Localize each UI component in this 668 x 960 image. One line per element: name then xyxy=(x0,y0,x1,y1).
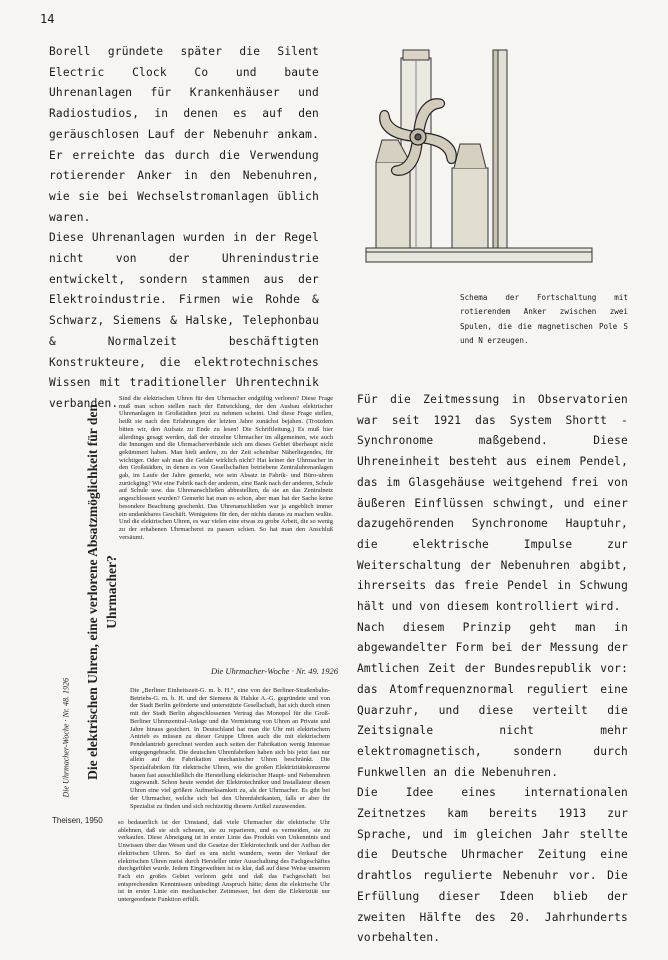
page-number: 14 xyxy=(40,12,55,26)
paragraph: Für die Zeitmessung in Observatorien war seit 1921 das System Shortt - Synchronome maßgebend. Diese Uhreneinheit besteht aus einem Pendel, das im Glasgehäuse weitgehend frei von äußeren Einflüssen schwingt, und einer dazugehörenden Synchronome Hauptuhr, die elektrische Impulse zur Weiterschaltung der Nebenuhren abgibt, ihrerseits das freie Pendel in Schwung hält und von diesem kontrolliert wird. xyxy=(357,393,628,614)
clipping-vertical-source: Die Uhrmacher-Woche · Nr. 48. 1926 xyxy=(61,677,71,798)
clipping-source: Die Uhrmacher-Woche · Nr. 49. 1926 xyxy=(210,666,338,676)
paragraph: Diese Uhrenanlagen wurden in der Regel nicht von der Uhrenindustrie entwickelt, sondern stammen aus der Elektroindustrie. Firmen wie Rohde & Schwarz, Siemens & Halske, Telephonbau & Normalzeit beschäftigten Konstrukteure, die elektrotechnisches Wissen mit traditioneller Uhrentechnik verbanden. xyxy=(49,231,319,410)
figure-caption: Schema der Fortschaltung mit rotierendem Anker zwischen zwei Spulen, die die magnetischen Pole S und N erzeugen. xyxy=(460,293,628,345)
clipping-text-block: Sind die elektrischen Uhren für den Uhrmacher endgültig verloren? Diese Frage muß man schon stellen nach der Entwicklung, der den Ausbau elektrischer Uhrenanlagen in Großstädten jetzt zu nehmen scheint. Und diese Frage stellen, heißt sie nach den Erfahrungen der letzten Jahre zunächst bejahen. (Trotzdem bitten wir, den Aufsatz zu Ende zu lesen! Die Schriftleitung.) Es muß hier allerdings gesagt werden, daß der einzelne Uhrmacher im allgemeinen, wie auch die Innungen und die Uhrmacherverbände sich um dieses Gebiet überhaupt nicht gekümmert haben. Man hielt andere, zu der Zeit scheinbar Näherliegendes, für wichtiger. Oder sah man die Gefahr wirklich nicht? Hat keiner der Uhrmacher in den Großstädten, in denen es von Gesellschaften betriebene Zentraluhrenanlagen gab, im Laufe der Jahre gemerkt, wie sein Absatz in Fabrik- und Büro-uhren zurückging? Wie eine Fabrik nach der anderen, eine Bank nach der anderen, Schule auf Schule usw. das Uhrenanschließen abbestellten, da sie an das Zentralnetz angeschlossen wurden? Gemerkt hat man es schon, aber man hat der Sache keine besondere Beachtung geschenkt. Das Uhrenanschließen war ja angeblich immer ein undankbares Geschäft. Wenigstens für den, der nichts daraus zu machen wußte. Und die elektrischen Uhren, es war vielen eine etwas zu grobe Arbeit, die so wenig zu der erhabenen Uhrmacherei zu passen schien. So hat man den Anschluß versäumt. xyxy=(119,395,333,541)
clipping-text-block: so bedauerlich ist der Umstand, daß viele Uhrmacher die elektrische Uhr ablehnen, daß sie sich scheuen, sie zu reparieren, und es vermeiden, sie zu verkaufen. Diese Abneigung ist in erster Linie das Produkt von Unkenntnis und Unwissen über das Wesen und die Gesetze der Elektrotechnik und der Aufbau der elektrischen Uhren. So darf es uns nicht wundern, wenn der Verkauf der elektrischen Uhren meist durch Hersteller unter Ausschaltung des Fachgeschäftes durchgeführt wurde. Jedem Eingeweihten ist es klar, daß auf diese Weise unserem Fach ein großes Gebiet verloren geht und daß das Fachgeschäft bei entsprechenden Kenntnissen unbedingt Anspruch hätte; denn die elektrische Uhr ist in erster Linie ein mechanischer Zeitmesser, bei dem die Elektrizität nur untergeordnete Funktion erfüllt. xyxy=(118,819,330,904)
paragraph: Die Idee eines internationalen Zeitnetzes kam bereits 1913 zur Sprache, und im gleichen Jahr stellte die Deutsche Uhrmacher Zeitung eine drahtlos regulierte Nebenuhr vor. Die Erfüllung dieser Ideen blieb der zweiten Hälfte des 20. Jahrhunderts vorbehalten. xyxy=(357,786,628,945)
clipping-credit: Theisen, 1950 xyxy=(52,816,103,825)
rotating-anchor-diagram xyxy=(358,40,642,275)
newspaper-clipping xyxy=(44,383,340,938)
left-column-text xyxy=(49,42,319,415)
paragraph: Nach diesem Prinzip geht man in abgewandelter Form bei der Messung der Amtlichen Zeit der Bundesrepublik vor: das Atomfrequenznormal reguliert eine Quarzuhr, und diese verteilt die Zeitsignale nicht mehr elektromagnetisch, sondern durch Funkwellen an die Nebenuhren. xyxy=(357,620,628,779)
right-column-text xyxy=(357,390,628,949)
diagram-drawing xyxy=(358,40,642,275)
clipping-text-block: Die „Berliner Einheitszeit-G. m. b. H.“, eine von der Berliner-Straßenbahn-Betriebs-G. m. b. H. und der Siemens & Halske A.-G. gegründete und von der Stadt Berlin geförderte und unterstützte Gesellschaft, hat sich durch einen mit der Stadt Berlin abgeschlossenen Vertrag das Monopol für die Groß-Berliner Uhrenzentral-Anlage und die Vermietung von Uhren an Private und Jahre hinaus gesichert. In Deutschland hat man die Uhr mit elektrischem Antrieb es müssen zu dieser Gruppe Uhren auch die mit elektrischem Pendelantrieb gerechnet werden auch seiten der Fabrikation wenig Interesse entgegengebracht. Die deutschen Uhrenfabriken haben sich bis jetzt fast nur allein auf die Fabrikation mechanischer Uhren beschränkt. Die Spezialfabriken für elektrische Uhren, wie die großen Elektrizitätskonzerne bauen fast ausschließlich die Herstellung elektrischer Haupt- und Nebenuhren zugewandt. Schon heute wendet der Elektrotechniker und Installateur diesen Uhren eine viel größere Aufmerksamkeit zu, als der Uhrmacher. Es gibt bei der Uhrmacher, welche sich bei den Uhrenfabrikanten, falls er aber ihr Spezialist zu finden und sich rechtzeitig diesem Artikel zuzuwenden. xyxy=(130,687,330,810)
clipping-headline: Die elektrischen Uhren, eine verlorene Absatzmöglichkeit für den Uhrmacher? xyxy=(85,404,119,780)
paragraph: Borell gründete später die Silent Electric Clock Co und baute Uhrenanlagen für Krankenhäuser und Radiostudios, in denen es auf den geräuschlosen Lauf der Nebenuhr ankam. Er erreichte das durch die Verwendung rotierender Anker in den Nebenuhren, wie sie bei Wechselstromanlagen üblich waren. xyxy=(49,45,319,224)
